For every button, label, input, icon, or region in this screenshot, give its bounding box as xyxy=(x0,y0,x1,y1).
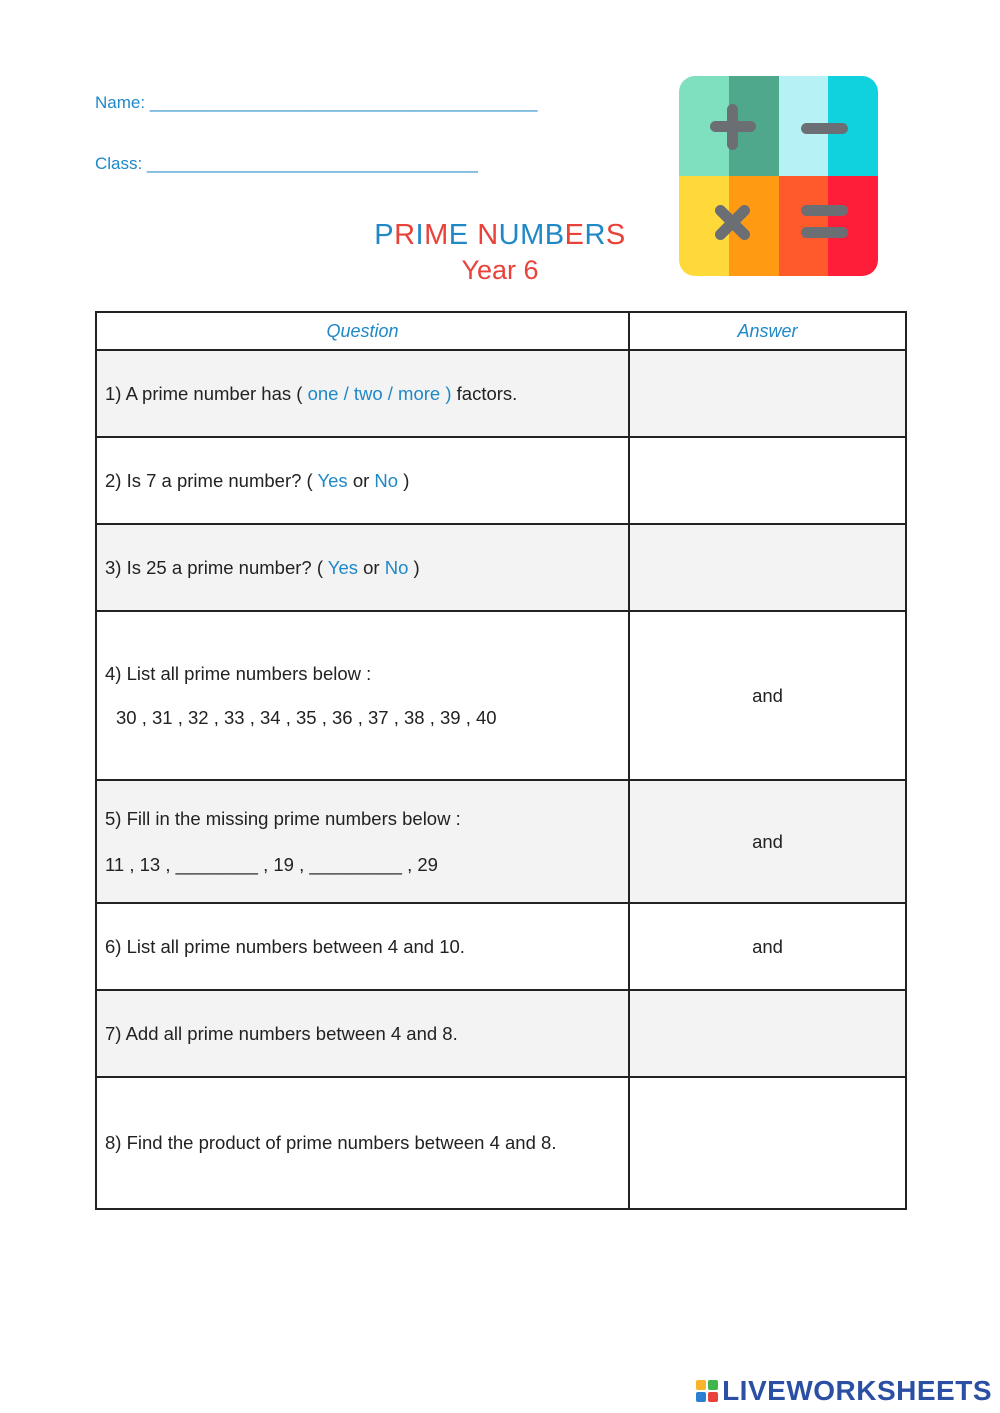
table-row xyxy=(96,1077,906,1209)
title-letter: S xyxy=(605,219,626,251)
title-letter: M xyxy=(424,219,449,251)
table-row xyxy=(96,903,906,990)
calculator-operations-icon xyxy=(679,76,878,276)
number-sequence: 11 , 13 , ________ , 19 , _________ , 29 xyxy=(105,853,438,875)
plus-icon-vertical xyxy=(727,104,738,150)
title-letter xyxy=(469,219,478,251)
class-field xyxy=(95,154,478,174)
answer-cell[interactable] xyxy=(629,437,906,524)
equals-icon-top xyxy=(801,205,848,216)
liveworksheets-brand xyxy=(696,1375,992,1407)
title-block xyxy=(300,218,700,288)
name-field xyxy=(95,93,537,113)
title-letter: P xyxy=(374,219,395,251)
question-cell: 3) Is 25 a prime number? ( Yes or No ) xyxy=(96,524,629,611)
answer-cell[interactable]: and xyxy=(629,903,906,990)
table-row xyxy=(96,611,906,780)
answer-options: one / two / more ) xyxy=(307,382,452,404)
answer-header: Answer xyxy=(629,312,906,350)
table-row xyxy=(96,780,906,903)
class-label: Class: xyxy=(95,154,143,173)
question-cell: 1) A prime number has ( one / two / more ) factors. xyxy=(96,350,629,437)
question-header: Question xyxy=(96,312,629,350)
title-letter: E xyxy=(448,219,469,251)
answer-cell[interactable] xyxy=(629,990,906,1077)
answer-cell[interactable]: and xyxy=(629,780,906,903)
name-line[interactable]: _________________________________________ xyxy=(149,93,538,112)
question-cell: 2) Is 7 a prime number? ( Yes or No ) xyxy=(96,437,629,524)
title-letter: N xyxy=(477,219,499,251)
question-cell: 6) List all prime numbers between 4 and 10. xyxy=(96,903,629,990)
class-line[interactable]: ___________________________________ xyxy=(146,154,478,173)
equals-icon-bottom xyxy=(801,227,848,238)
page-subtitle: Year 6 xyxy=(461,255,539,285)
table-row xyxy=(96,990,906,1077)
table-header-row xyxy=(96,312,906,350)
title-letter: M xyxy=(520,219,545,251)
question-cell: 8) Find the product of prime numbers between 4 and 8. xyxy=(96,1077,629,1209)
brand-wordmark: LIVEWORKSHEETS xyxy=(722,1375,992,1406)
answer-cell[interactable] xyxy=(629,350,906,437)
question-cell: 5) Fill in the missing prime numbers below : 11 , 13 , ________ , 19 , _________ , 29 xyxy=(96,780,629,903)
question-cell: 7) Add all prime numbers between 4 and 8. xyxy=(96,990,629,1077)
title-letter: R xyxy=(394,219,416,251)
option-no: No xyxy=(374,469,399,491)
title-letter: B xyxy=(544,219,565,251)
answer-cell[interactable] xyxy=(629,524,906,611)
page-title xyxy=(300,218,700,252)
number-sequence: 30 , 31 , 32 , 33 , 34 , 35 , 36 , 37 , 38 , 39 , 40 xyxy=(116,706,497,728)
option-yes: Yes xyxy=(327,556,358,578)
answer-cell[interactable]: and xyxy=(629,611,906,780)
liveworksheets-logo-icon xyxy=(696,1380,718,1402)
title-letter: E xyxy=(564,219,585,251)
table-row xyxy=(96,350,906,437)
title-letter: R xyxy=(584,219,606,251)
name-label: Name: xyxy=(95,93,146,112)
table-row xyxy=(96,437,906,524)
minus-icon xyxy=(801,123,848,134)
answer-cell[interactable] xyxy=(629,1077,906,1209)
option-yes: Yes xyxy=(317,469,348,491)
question-cell: 4) List all prime numbers below : 30 , 31 , 32 , 33 , 34 , 35 , 36 , 37 , 38 , 39 , 40 xyxy=(96,611,629,780)
title-letter: I xyxy=(415,219,425,251)
question-table xyxy=(95,311,907,1210)
title-letter: U xyxy=(498,219,521,251)
table-row xyxy=(96,524,906,611)
option-no: No xyxy=(384,556,409,578)
